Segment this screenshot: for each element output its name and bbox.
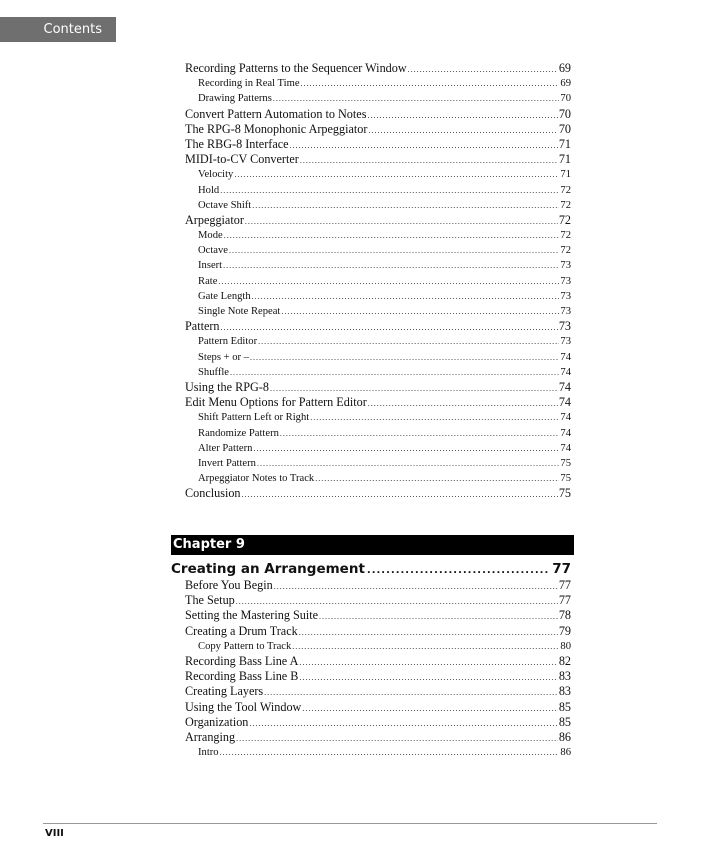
dot-leader <box>218 274 559 289</box>
dot-leader <box>236 731 558 746</box>
dot-leader <box>220 745 560 760</box>
toc-entry-title: Convert Pattern Automation to Notes <box>185 106 367 121</box>
toc-entry[interactable] <box>185 426 571 441</box>
dot-leader <box>234 167 559 182</box>
toc-entry-title: Arranging <box>185 729 236 744</box>
toc-entry[interactable] <box>185 578 571 593</box>
toc-entry[interactable] <box>185 350 571 365</box>
toc-entry-title: Creating a Drum Track <box>185 623 298 638</box>
dot-leader <box>300 153 558 168</box>
toc-entry-title: Arpeggiator <box>185 212 244 227</box>
dot-leader <box>242 487 558 502</box>
toc-entry-title: The Setup <box>185 593 235 608</box>
dot-leader <box>368 123 557 138</box>
toc-entry[interactable] <box>185 213 571 228</box>
toc-entry-title: Invert Pattern <box>198 457 256 469</box>
dot-leader <box>367 108 557 123</box>
toc-entry-title: Recording in Real Time <box>198 78 300 90</box>
toc-entry-page: 73 <box>560 290 571 302</box>
toc-entry[interactable] <box>185 167 571 182</box>
toc-entry-title: Arpeggiator Notes to Track <box>198 473 315 485</box>
footer-rule <box>43 823 657 824</box>
toc-entry-title: Organization <box>185 714 249 729</box>
toc-entry-title: Conclusion <box>185 486 241 501</box>
toc-entry[interactable] <box>185 471 571 486</box>
toc-entry[interactable] <box>185 183 571 198</box>
toc-entry-page: 74 <box>560 427 571 439</box>
toc-entry-page: 83 <box>558 669 571 684</box>
dot-leader <box>258 334 559 349</box>
toc-entry-page: 74 <box>558 379 571 394</box>
toc-entry[interactable] <box>185 243 571 258</box>
toc-entry[interactable] <box>185 152 571 167</box>
toc-entry-title: Velocity <box>198 169 234 181</box>
toc-entry-title: Edit Menu Options for Pattern Editor <box>185 395 367 410</box>
toc-entry-page: 70 <box>558 121 571 136</box>
toc-entry[interactable] <box>185 410 571 425</box>
toc-entry-title: Creating Layers <box>185 684 264 699</box>
dot-leader <box>224 228 560 243</box>
toc-entry[interactable] <box>185 456 571 471</box>
toc-entry-title: Shift Pattern Left or Right <box>198 412 310 424</box>
dot-leader <box>302 701 557 716</box>
toc-entry-title: Octave Shift <box>198 199 252 211</box>
toc-entry[interactable] <box>185 304 571 319</box>
toc-entry[interactable] <box>185 669 571 684</box>
dot-leader <box>264 685 558 700</box>
dot-leader <box>221 320 558 335</box>
toc-entry-title: The RBG-8 Interface <box>185 136 289 151</box>
toc-entry-title: Rate <box>198 275 218 287</box>
toc-entry-page: 72 <box>560 245 571 257</box>
toc-entry[interactable] <box>185 76 571 91</box>
toc-entry-title: Before You Begin <box>185 578 273 592</box>
toc-entry[interactable] <box>185 228 571 243</box>
toc-entry-title: Recording Bass Line B <box>185 669 299 684</box>
toc-entry-title: Copy Pattern to Track <box>198 640 292 652</box>
toc-entry-page: 73 <box>560 275 571 287</box>
toc-entry-page: 77 <box>558 593 571 608</box>
dot-leader <box>253 441 559 456</box>
toc-entry-page: 72 <box>560 230 571 242</box>
toc-entry-page: 73 <box>560 260 571 272</box>
toc-entry-title: Octave <box>198 245 228 257</box>
dot-leader <box>245 214 558 229</box>
toc-entry[interactable] <box>185 395 571 410</box>
toc-entry[interactable] <box>185 441 571 456</box>
dot-leader <box>236 594 558 609</box>
toc-entry[interactable] <box>185 593 571 608</box>
toc-entry-title: Recording Bass Line A <box>185 653 299 668</box>
toc-entry-title: Setting the Mastering Suite <box>185 608 319 623</box>
toc-entry-page: 69 <box>560 78 571 90</box>
toc-entry-page: 72 <box>560 199 571 211</box>
toc-entry-page: 71 <box>558 136 571 151</box>
toc-entry[interactable] <box>185 380 571 395</box>
dot-leader <box>368 396 558 411</box>
toc-entry-page: 69 <box>558 61 571 75</box>
toc-entry-page: 74 <box>560 412 571 424</box>
toc-entry-title: Hold <box>198 184 220 196</box>
toc-entry[interactable] <box>185 365 571 380</box>
toc-entry-page: 73 <box>560 306 571 317</box>
toc-entry-title: Insert <box>198 260 223 272</box>
dot-leader <box>310 410 559 425</box>
dot-leader <box>252 198 559 213</box>
toc-entry[interactable] <box>185 91 571 106</box>
toc-entry[interactable] <box>185 334 571 349</box>
toc-entry[interactable] <box>185 745 571 760</box>
toc-entry-title: Using the Tool Window <box>185 699 302 714</box>
dot-leader <box>223 258 559 273</box>
toc-entry-page: 73 <box>558 319 571 334</box>
toc-entry[interactable] <box>185 486 571 501</box>
chapter-title: Creating an Arrangement <box>171 561 365 577</box>
dot-leader <box>315 471 559 486</box>
toc-entry-page: 74 <box>560 442 571 454</box>
page-folio: VIII <box>45 828 64 839</box>
dot-leader <box>273 91 560 106</box>
dot-leader <box>408 62 558 77</box>
toc-entry-title: The RPG-8 Monophonic Arpeggiator <box>185 121 368 136</box>
toc-entry-page: 74 <box>560 351 571 363</box>
toc-entry-page: 73 <box>560 336 571 348</box>
dot-leader <box>299 670 557 685</box>
toc-entry-page: 70 <box>560 93 571 105</box>
toc-entry-page: 83 <box>558 684 571 699</box>
dot-leader <box>367 565 550 576</box>
dot-leader <box>220 183 559 198</box>
toc-entry[interactable] <box>185 684 571 699</box>
dot-leader <box>229 243 559 258</box>
chapter-page-number: 77 <box>552 561 571 577</box>
toc-entry[interactable] <box>185 608 571 623</box>
contents-tab: Contents <box>0 17 116 42</box>
dot-leader <box>301 76 560 91</box>
toc-entry-page: 77 <box>558 578 571 592</box>
toc-entry[interactable] <box>185 198 571 213</box>
toc-entry-title: Pattern <box>185 319 220 334</box>
toc-entry-page: 72 <box>560 184 571 196</box>
toc-entry-title: Using the RPG-8 <box>185 379 269 394</box>
toc-entry[interactable] <box>185 715 571 730</box>
toc-entry-page: 78 <box>558 608 571 623</box>
toc-entry-page: 70 <box>558 106 571 121</box>
toc-entry-page: 75 <box>558 486 571 501</box>
dot-leader <box>292 639 559 654</box>
dot-leader <box>230 365 559 380</box>
toc-entry[interactable] <box>185 258 571 273</box>
toc-entry-title: Steps + or – <box>198 351 249 363</box>
toc-entry-title: MIDI-to-CV Converter <box>185 152 299 167</box>
toc-entry-title: Recording Patterns to the Sequencer Window <box>185 61 407 75</box>
toc-entry[interactable] <box>185 319 571 334</box>
dot-leader <box>274 579 558 594</box>
toc-entry-page: 79 <box>558 623 571 638</box>
dot-leader <box>250 350 559 365</box>
toc-entry-title: Single Note Repeat <box>198 306 281 317</box>
dot-leader <box>257 456 559 471</box>
dot-leader <box>249 716 557 731</box>
toc-entry-title: Intro <box>198 747 219 759</box>
toc-entry[interactable] <box>185 137 571 152</box>
toc-list-previous-chapter <box>185 61 571 501</box>
dot-leader <box>319 609 558 624</box>
toc-entry-page: 71 <box>558 152 571 167</box>
toc-entry-page: 75 <box>560 473 571 485</box>
toc-entry-page: 74 <box>558 395 571 410</box>
toc-entry[interactable] <box>185 654 571 669</box>
dot-leader <box>299 625 558 640</box>
toc-entry-page: 71 <box>560 169 571 181</box>
dot-leader <box>252 289 560 304</box>
toc-entry[interactable] <box>185 274 571 289</box>
toc-entry-page: 82 <box>558 653 571 668</box>
toc-entry[interactable] <box>185 107 571 122</box>
toc-entry-page: 80 <box>560 640 571 652</box>
toc-entry-page: 85 <box>558 714 571 729</box>
toc-entry[interactable] <box>185 61 571 76</box>
toc-entry-title: Randomize Pattern <box>198 427 279 439</box>
toc-entry[interactable] <box>185 122 571 137</box>
toc-entry-page: 86 <box>558 729 571 744</box>
toc-entry-title: Alter Pattern <box>198 442 253 454</box>
dot-leader <box>290 138 558 153</box>
toc-entry-page: 75 <box>560 457 571 469</box>
toc-entry[interactable] <box>185 700 571 715</box>
toc-entry-title: Mode <box>198 230 223 242</box>
dot-leader <box>280 426 560 441</box>
toc-entry[interactable] <box>185 730 571 745</box>
toc-entry-title: Shuffle <box>198 366 229 378</box>
toc-entry[interactable] <box>185 624 571 639</box>
toc-entry-page: 86 <box>560 747 571 759</box>
toc-entry-title: Pattern Editor <box>198 336 258 348</box>
dot-leader <box>299 655 557 670</box>
toc-entry-title: Drawing Patterns <box>198 93 272 105</box>
chapter-title-entry[interactable] <box>171 561 571 579</box>
dot-leader <box>281 304 559 319</box>
toc-entry[interactable] <box>185 639 571 654</box>
toc-list-chapter-9 <box>185 578 571 760</box>
toc-entry-page: 85 <box>558 699 571 714</box>
toc-entry[interactable] <box>185 289 571 304</box>
toc-entry-page: 74 <box>560 366 571 378</box>
toc-entry-page: 72 <box>558 212 571 227</box>
toc-entry-title: Gate Length <box>198 290 251 302</box>
dot-leader <box>270 381 558 396</box>
chapter-heading-bar: Chapter 9 <box>171 535 574 555</box>
